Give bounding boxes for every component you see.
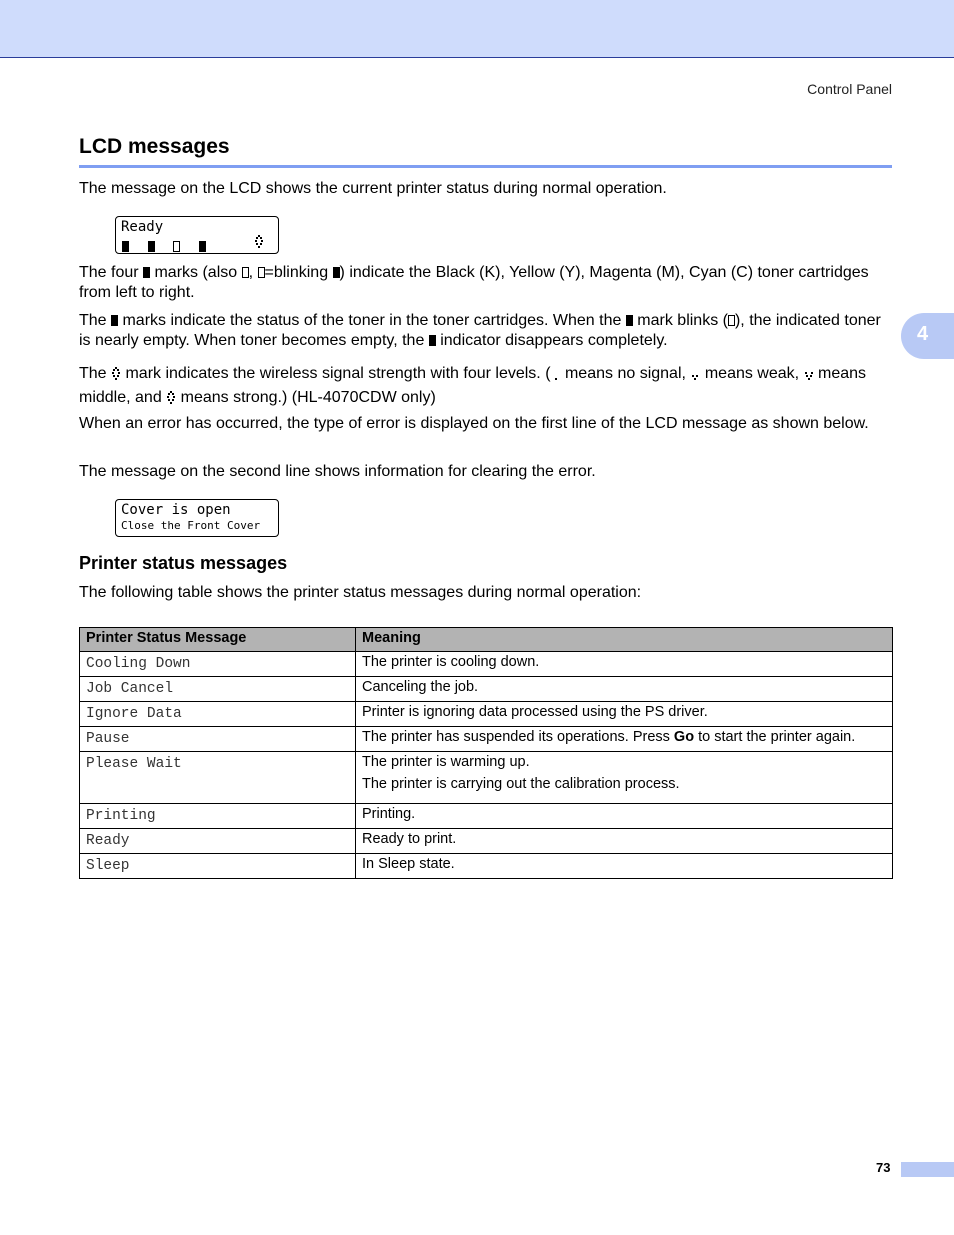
wireless-paragraph: The mark indicates the wireless signal strength with four levels. ( means no signal, means weak, means middle, and means strong.) (HL-4070CDW only) [79,365,867,406]
table-row [80,702,893,727]
lcd-line1: Ready [121,219,164,235]
chapter-tab [901,313,954,359]
toner-cyan-icon [199,241,206,252]
page-number-bar [901,1162,954,1177]
toner-mark-icon [333,267,340,278]
toner-blink-mark-icon [728,315,735,326]
status-message-cell: Printing [80,804,356,829]
table-intro: The following table shows the printer status messages during normal operation: [79,584,642,601]
running-header: Control Panel [807,81,892,97]
table-row [80,854,893,879]
meaning-cell: The printer is cooling down. [356,652,893,677]
table-header-row [80,628,893,652]
table-row [80,677,893,702]
column-header: Printer Status Message [80,628,356,652]
toner-mark-icon [429,335,436,346]
toner-status-paragraph: The marks indicate the status of the toner in the toner cartridges. When the mark blinks ( ), the indicated toner is nearly empty. When toner becomes empty, the indicator disappears completely. [79,312,881,349]
toner-black-icon [122,241,129,252]
meaning-cell: Canceling the job. [356,677,893,702]
lcd-line2: Close the Front Cover [121,519,261,532]
intro-paragraph: The message on the LCD shows the current printer status during normal operation. [79,180,667,197]
status-messages-table [79,627,893,879]
error-paragraph: When an error has occurred, the type of error is displayed on the first line of the LCD message as shown below. [79,415,869,432]
second-line-paragraph: The message on the second line shows information for clearing the error. [79,463,596,480]
top-header-band [0,0,954,58]
meaning-cell: Ready to print. [356,829,893,854]
four-marks-paragraph: The four marks (also , =blinking ) indicate the Black (K), Yellow (Y), Magenta (M), Cyan (C) toner cartridges from left to right. [79,264,869,301]
lcd-error-display [115,499,279,537]
toner-blink-mark-icon [258,267,265,278]
table-row [80,652,893,677]
toner-mark-icon [143,267,150,278]
table-row [80,752,893,804]
wireless-strong-icon [111,366,121,380]
meaning-cell: Printer is ignoring data processed using the PS driver. [356,702,893,727]
toner-mark-icon [111,315,118,326]
section-heading: Printer status messages [79,553,288,573]
table-row [80,727,893,752]
meaning-cell: The printer is warming up. The printer is carrying out the calibration process. [356,752,893,804]
table-row [80,829,893,854]
status-message-cell: Ready [80,829,356,854]
page-number: 73 [876,1160,891,1175]
toner-yellow-icon [148,241,155,252]
wireless-none-icon [551,366,561,380]
status-message-cell: Sleep [80,854,356,879]
chapter-number: 4 [917,323,929,345]
wireless-signal-icon [254,234,264,249]
page-title: LCD messages [79,135,230,158]
status-message-cell: Ignore Data [80,702,356,727]
toner-empty-mark-icon [242,267,249,278]
meaning-cell: In Sleep state. [356,854,893,879]
status-message-cell: Job Cancel [80,677,356,702]
status-message-cell: Cooling Down [80,652,356,677]
toner-magenta-icon [173,241,180,252]
status-message-cell: Pause [80,727,356,752]
go-button-label: Go [673,729,695,745]
wireless-middle-icon [804,366,814,380]
meaning-cell: Printing. [356,804,893,829]
toner-mark-icon [626,315,633,326]
wireless-strong-icon [166,390,176,404]
wireless-weak-icon [690,366,700,380]
toner-indicators [122,236,206,255]
lcd-line1: Cover is open [121,502,231,518]
meaning-cell: The printer has suspended its operations. Press Go to start the printer again. [356,727,893,752]
lcd-ready-display [115,216,279,254]
table-row [80,804,893,829]
column-header: Meaning [356,628,893,652]
status-message-cell: Please Wait [80,752,356,804]
title-underline [79,165,892,168]
